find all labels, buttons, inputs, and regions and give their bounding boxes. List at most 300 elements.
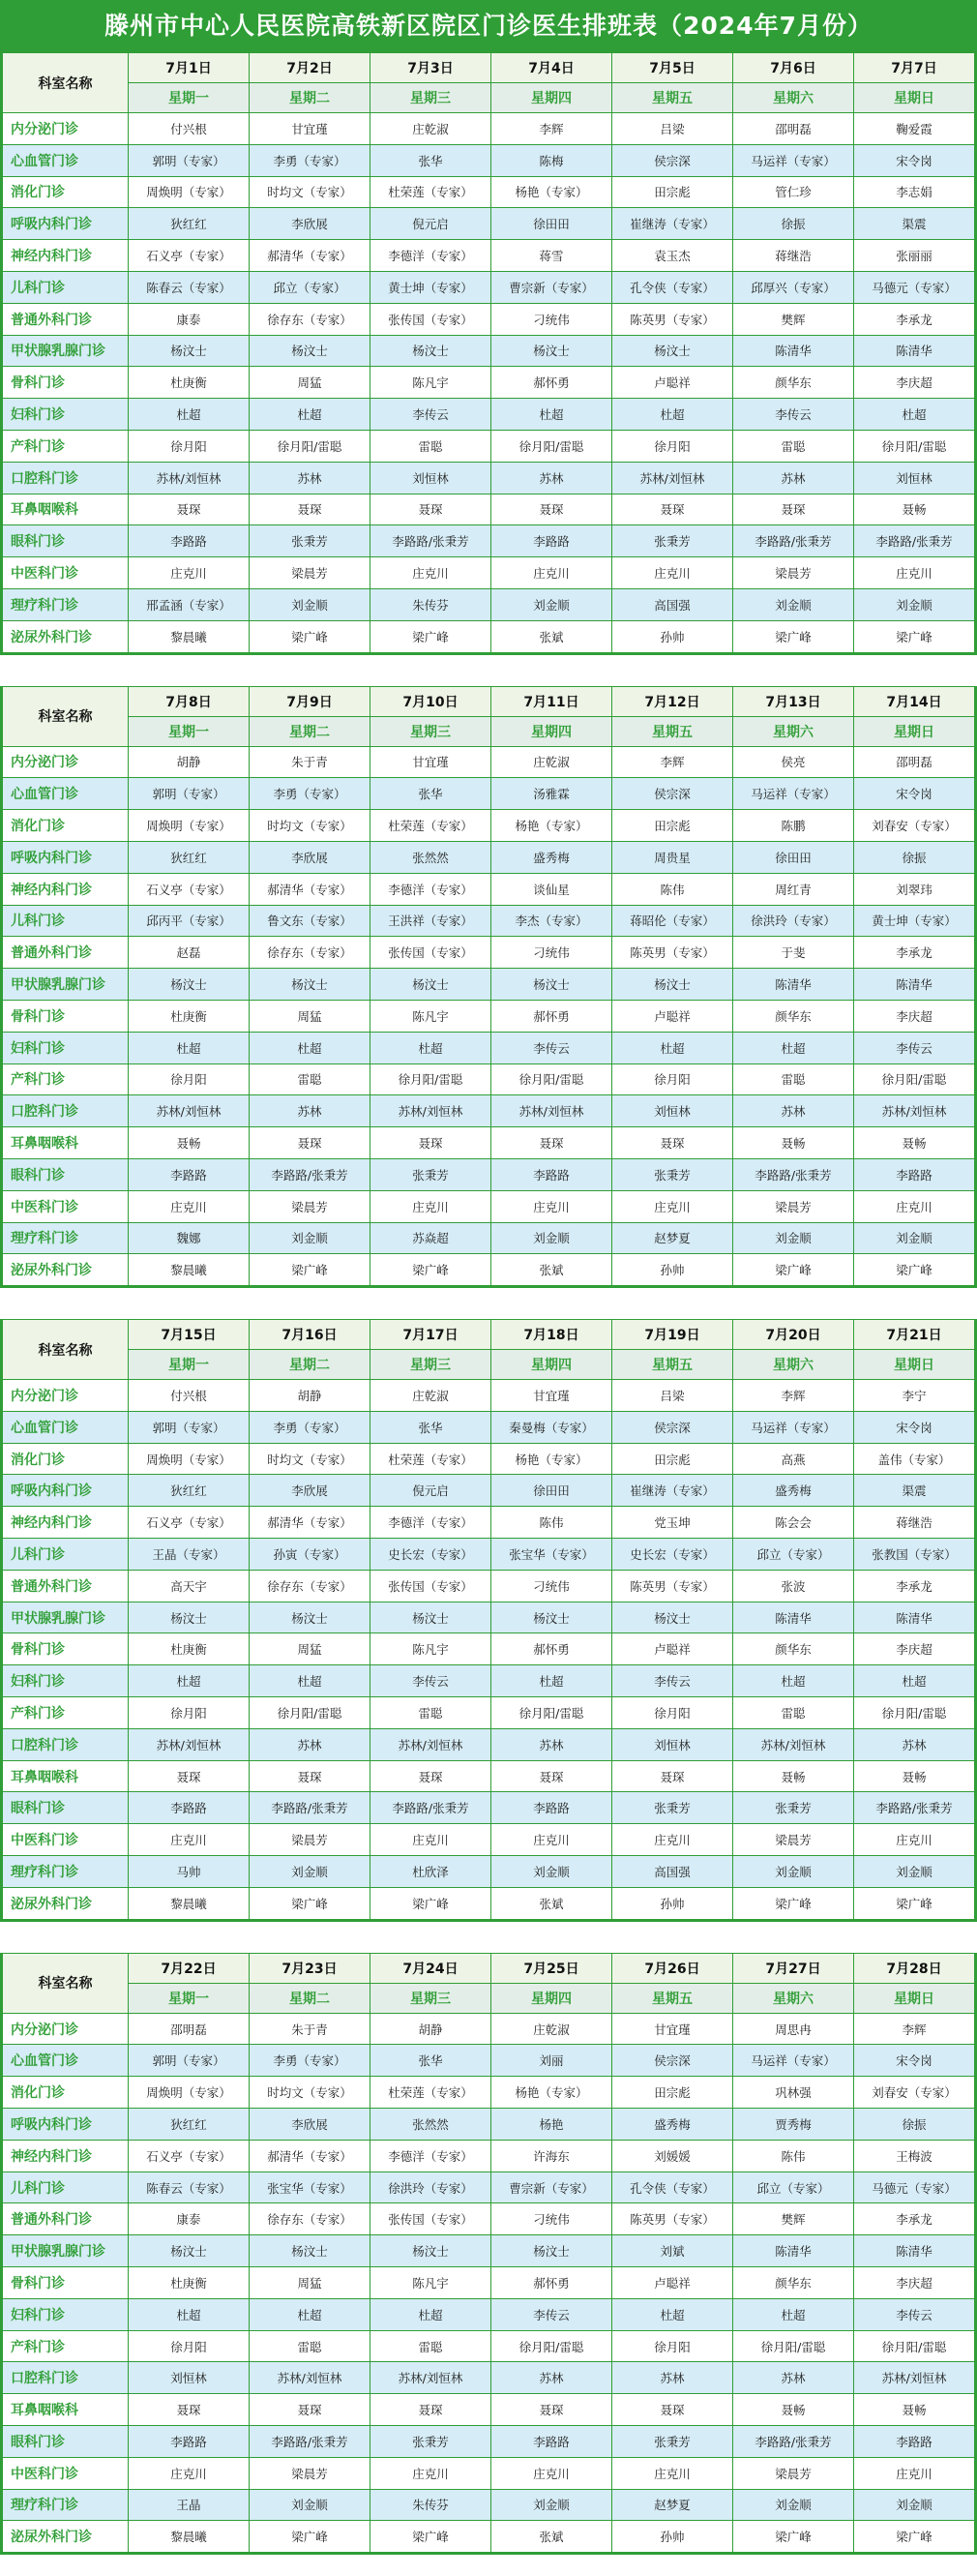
department-name: 神经内科门诊 (3, 2140, 129, 2172)
date-row (3, 686, 975, 716)
doctor-cell: 聂琛 (129, 2394, 250, 2426)
doctor-cell: 刁统伟 (491, 2203, 612, 2235)
doctor-cell: 宋令岗 (854, 1411, 975, 1443)
doctor-cell: 周猛 (250, 367, 370, 399)
doctor-cell: 庄克川 (491, 2457, 612, 2489)
doctor-cell: 贾秀梅 (733, 2109, 854, 2141)
department-name: 骨科门诊 (3, 1000, 129, 1032)
doctor-cell: 盛秀梅 (612, 2109, 733, 2141)
department-row (3, 2235, 975, 2267)
doctor-cell: 郝怀勇 (491, 367, 612, 399)
doctor-cell: 孔令侠（专家） (612, 2172, 733, 2203)
weekday-cell: 星期四 (491, 1350, 612, 1380)
department-row (3, 1602, 975, 1633)
doctor-cell: 张宝华（专家） (491, 1539, 612, 1571)
department-name: 妇科门诊 (3, 399, 129, 431)
department-name: 理疗科门诊 (3, 2489, 129, 2521)
date-cell: 7月2日 (250, 53, 370, 83)
doctor-cell: 张秉芳 (733, 1792, 854, 1824)
department-row (3, 2521, 975, 2553)
doctor-cell: 朱于青 (250, 746, 370, 778)
doctor-cell: 聂畅 (854, 1127, 975, 1159)
department-row (3, 937, 975, 969)
doctor-cell: 庄乾淑 (370, 113, 491, 145)
doctor-cell: 李庆超 (854, 1000, 975, 1032)
department-name: 内分泌门诊 (3, 1380, 129, 1412)
doctor-cell: 梁广峰 (854, 2521, 975, 2553)
doctor-cell: 梁广峰 (733, 1887, 854, 1919)
doctor-cell: 高国强 (612, 588, 733, 620)
date-cell: 7月27日 (733, 1953, 854, 1983)
doctor-cell: 梁晨芳 (733, 2457, 854, 2489)
department-row (3, 1475, 975, 1507)
doctor-cell: 张传国（专家） (370, 1570, 491, 1602)
doctor-cell: 聂琛 (370, 2394, 491, 2426)
doctor-cell: 田宗彪 (612, 176, 733, 208)
doctor-cell: 苏林 (733, 462, 854, 494)
doctor-cell: 聂琛 (370, 1760, 491, 1792)
doctor-cell: 梁广峰 (733, 2521, 854, 2553)
doctor-cell: 黎晨曦 (129, 1254, 250, 1286)
doctor-cell: 狄红红 (129, 2109, 250, 2141)
doctor-cell: 苏林/刘恒林 (491, 1095, 612, 1127)
doctor-cell: 孙帅 (612, 1887, 733, 1919)
doctor-cell: 庄克川 (129, 557, 250, 589)
doctor-cell: 徐存东（专家） (250, 937, 370, 969)
doctor-cell: 李庆超 (854, 367, 975, 399)
doctor-cell: 李传云 (370, 1665, 491, 1697)
date-cell: 7月22日 (129, 1953, 250, 1983)
doctor-cell: 苏林 (612, 2362, 733, 2394)
doctor-cell: 郭明（专家） (129, 1411, 250, 1443)
department-row (3, 1158, 975, 1190)
doctor-cell: 周焕明（专家） (129, 2077, 250, 2109)
weekday-cell: 星期日 (854, 83, 975, 113)
date-cell: 7月9日 (250, 686, 370, 716)
doctor-cell: 时均文（专家） (250, 1443, 370, 1475)
department-name: 儿科门诊 (3, 271, 129, 303)
doctor-cell: 刘金顺 (733, 1856, 854, 1888)
department-name: 产科门诊 (3, 2330, 129, 2362)
weekday-cell: 星期五 (612, 1983, 733, 2013)
doctor-cell: 谈仙星 (491, 873, 612, 905)
doctor-cell: 庄乾淑 (491, 2013, 612, 2045)
doctor-cell: 侯宗深 (612, 144, 733, 176)
department-row (3, 240, 975, 272)
schedule-table (2, 52, 975, 653)
doctor-cell: 聂畅 (733, 2394, 854, 2426)
doctor-cell: 管仁珍 (733, 176, 854, 208)
doctor-cell: 李庆超 (854, 2267, 975, 2299)
department-row (3, 1697, 975, 1729)
doctor-cell: 刘金顺 (854, 1222, 975, 1254)
week-gap (0, 1288, 977, 1319)
doctor-cell: 渠震 (854, 1475, 975, 1507)
department-row (3, 208, 975, 240)
department-row (3, 1856, 975, 1888)
doctor-cell: 聂琛 (612, 1760, 733, 1792)
doctor-cell: 庄乾淑 (370, 1380, 491, 1412)
doctor-cell: 张传国（专家） (370, 303, 491, 335)
doctor-cell: 甘宜瑾 (491, 1380, 612, 1412)
department-name: 泌尿外科门诊 (3, 1887, 129, 1919)
doctor-cell: 周猛 (250, 1000, 370, 1032)
doctor-cell: 李传云 (854, 2298, 975, 2330)
doctor-cell: 聂琛 (250, 1127, 370, 1159)
doctor-cell: 陈英男（专家） (612, 303, 733, 335)
weekday-cell: 星期二 (250, 83, 370, 113)
doctor-cell: 周焕明（专家） (129, 176, 250, 208)
doctor-cell: 刁统伟 (491, 303, 612, 335)
doctor-cell: 陈英男（专家） (612, 937, 733, 969)
doctor-cell: 雷聪 (250, 2330, 370, 2362)
doctor-cell: 孙帅 (612, 620, 733, 652)
department-name: 产科门诊 (3, 1063, 129, 1095)
department-name: 耳鼻咽喉科 (3, 2394, 129, 2426)
doctor-cell: 陈英男（专家） (612, 2203, 733, 2235)
doctor-cell: 邢孟涵（专家） (129, 588, 250, 620)
doctor-cell: 高燕 (733, 1443, 854, 1475)
department-name: 心血管门诊 (3, 778, 129, 810)
doctor-cell: 曹宗新（专家） (491, 2172, 612, 2203)
doctor-cell: 蒋昭伦（专家） (612, 905, 733, 937)
doctor-cell: 李辉 (491, 113, 612, 145)
doctor-cell: 梁广峰 (733, 620, 854, 652)
doctor-cell: 渠震 (854, 208, 975, 240)
doctor-cell: 孙寅（专家） (250, 1539, 370, 1571)
doctor-cell: 庄克川 (854, 1190, 975, 1222)
doctor-cell: 李承龙 (854, 303, 975, 335)
doctor-cell: 李庆超 (854, 1633, 975, 1665)
weekday-cell: 星期日 (854, 716, 975, 746)
doctor-cell: 马运祥（专家） (733, 2045, 854, 2077)
doctor-cell: 杜超 (612, 1032, 733, 1063)
department-name: 消化门诊 (3, 810, 129, 842)
department-name: 呼吸内科门诊 (3, 2109, 129, 2141)
doctor-cell: 杜超 (612, 2298, 733, 2330)
department-name: 儿科门诊 (3, 1539, 129, 1571)
doctor-cell: 张丽丽 (854, 240, 975, 272)
doctor-cell: 刘恒林 (612, 1728, 733, 1760)
doctor-cell: 黄士坤（专家） (854, 905, 975, 937)
doctor-cell: 雷聪 (370, 1697, 491, 1729)
doctor-cell: 庄克川 (491, 1190, 612, 1222)
doctor-cell: 胡静 (250, 1380, 370, 1412)
doctor-cell: 颜华东 (733, 2267, 854, 2299)
doctor-cell: 李传云 (612, 1665, 733, 1697)
doctor-cell: 梁晨芳 (250, 2457, 370, 2489)
doctor-cell: 王洪祥（专家） (370, 905, 491, 937)
weekday-cell: 星期六 (733, 83, 854, 113)
doctor-cell: 陈清华 (854, 969, 975, 1001)
doctor-cell: 苏林/刘恒林 (854, 2362, 975, 2394)
doctor-cell: 郭明（专家） (129, 144, 250, 176)
date-cell: 7月10日 (370, 686, 491, 716)
doctor-cell: 杜超 (491, 399, 612, 431)
doctor-cell: 庄克川 (370, 557, 491, 589)
doctor-cell: 樊辉 (733, 2203, 854, 2235)
date-cell: 7月24日 (370, 1953, 491, 1983)
page-title: 滕州市中心人民医院高铁新区院区门诊医生排班表（2024年7月份） (0, 0, 977, 52)
doctor-cell: 宋令岗 (854, 2045, 975, 2077)
doctor-cell: 刘金顺 (491, 1856, 612, 1888)
doctor-cell: 雷聪 (733, 1063, 854, 1095)
doctor-cell: 聂畅 (129, 1127, 250, 1159)
doctor-cell: 颜华东 (733, 367, 854, 399)
department-name: 眼科门诊 (3, 1158, 129, 1190)
doctor-cell: 杨汶士 (250, 2235, 370, 2267)
doctor-cell: 刘恒林 (129, 2362, 250, 2394)
doctor-cell: 邵明磊 (129, 2013, 250, 2045)
doctor-cell: 张然然 (370, 841, 491, 873)
doctor-cell: 陈清华 (854, 2235, 975, 2267)
doctor-cell: 侯宗深 (612, 778, 733, 810)
doctor-cell: 高天宇 (129, 1570, 250, 1602)
doctor-cell: 徐存东（专家） (250, 2203, 370, 2235)
department-row (3, 2045, 975, 2077)
date-cell: 7月7日 (854, 53, 975, 83)
doctor-cell: 杜超 (854, 1665, 975, 1697)
department-name: 骨科门诊 (3, 2267, 129, 2299)
doctor-cell: 黎晨曦 (129, 1887, 250, 1919)
department-name: 理疗科门诊 (3, 1222, 129, 1254)
corner-label: 科室名称 (3, 686, 129, 746)
doctor-cell: 刘金顺 (250, 1222, 370, 1254)
doctor-cell: 李路路/张秉芳 (854, 525, 975, 557)
doctor-cell: 李路路 (129, 1158, 250, 1190)
department-name: 呼吸内科门诊 (3, 1475, 129, 1507)
doctor-cell: 郝清华（专家） (250, 240, 370, 272)
doctor-cell: 杜超 (612, 399, 733, 431)
doctor-cell: 李德洋（专家） (370, 2140, 491, 2172)
department-row (3, 2140, 975, 2172)
doctor-cell: 魏娜 (129, 1222, 250, 1254)
doctor-cell: 吕梁 (612, 113, 733, 145)
department-row (3, 1792, 975, 1824)
doctor-cell: 刘恒林 (370, 462, 491, 494)
department-name: 泌尿外科门诊 (3, 2521, 129, 2553)
department-row (3, 2489, 975, 2521)
doctor-cell: 杨汶士 (250, 969, 370, 1001)
department-row (3, 746, 975, 778)
department-row (3, 2077, 975, 2109)
doctor-cell: 陈清华 (733, 1602, 854, 1633)
weekday-cell: 星期四 (491, 83, 612, 113)
schedule-container (0, 52, 977, 2555)
doctor-cell: 康泰 (129, 2203, 250, 2235)
doctor-cell: 陈梅 (491, 144, 612, 176)
doctor-cell: 刘金顺 (250, 2489, 370, 2521)
doctor-cell: 苏林/刘恒林 (370, 1728, 491, 1760)
doctor-cell: 陈伟 (612, 873, 733, 905)
doctor-cell: 刘恒林 (612, 1095, 733, 1127)
corner-label: 科室名称 (3, 1320, 129, 1380)
weekday-cell: 星期六 (733, 716, 854, 746)
weekday-cell: 星期五 (612, 83, 733, 113)
doctor-cell: 聂畅 (854, 2394, 975, 2426)
department-row (3, 271, 975, 303)
doctor-cell: 徐月阳 (129, 430, 250, 462)
department-row (3, 430, 975, 462)
date-cell: 7月1日 (129, 53, 250, 83)
weekday-cell: 星期一 (129, 716, 250, 746)
doctor-cell: 庄克川 (491, 557, 612, 589)
date-cell: 7月18日 (491, 1320, 612, 1350)
doctor-cell: 张斌 (491, 1887, 612, 1919)
doctor-cell: 李承龙 (854, 2203, 975, 2235)
date-cell: 7月23日 (250, 1953, 370, 1983)
doctor-cell: 徐振 (854, 841, 975, 873)
doctor-cell: 李欣展 (250, 841, 370, 873)
doctor-cell: 陈春云（专家） (129, 2172, 250, 2203)
doctor-cell: 党玉坤 (612, 1507, 733, 1539)
doctor-cell: 宋令岗 (854, 778, 975, 810)
doctor-cell: 朱传芬 (370, 2489, 491, 2521)
department-row (3, 2394, 975, 2426)
doctor-cell: 聂琛 (491, 1127, 612, 1159)
date-row (3, 1953, 975, 1983)
doctor-cell: 苏林/刘恒林 (733, 1728, 854, 1760)
doctor-cell: 梁广峰 (250, 1887, 370, 1919)
doctor-cell: 卢聪祥 (612, 1000, 733, 1032)
doctor-cell: 徐月阳/雷聪 (491, 1063, 612, 1095)
doctor-cell: 时均文（专家） (250, 2077, 370, 2109)
doctor-cell: 苏林 (491, 2362, 612, 2394)
doctor-cell: 陈清华 (854, 1602, 975, 1633)
doctor-cell: 蒋继浩 (854, 1507, 975, 1539)
department-name: 口腔科门诊 (3, 2362, 129, 2394)
department-name: 耳鼻咽喉科 (3, 1760, 129, 1792)
doctor-cell: 邱立（专家） (250, 271, 370, 303)
doctor-cell: 杨汶士 (370, 1602, 491, 1633)
doctor-cell: 张宝华（专家） (250, 2172, 370, 2203)
doctor-cell: 王梅波 (854, 2140, 975, 2172)
doctor-cell: 庄克川 (612, 557, 733, 589)
doctor-cell: 李传云 (733, 399, 854, 431)
doctor-cell: 杜庚衡 (129, 1633, 250, 1665)
doctor-cell: 石义亭（专家） (129, 1507, 250, 1539)
department-name: 普通外科门诊 (3, 2203, 129, 2235)
doctor-cell: 刘金顺 (733, 2489, 854, 2521)
department-row (3, 1254, 975, 1286)
doctor-cell: 田宗彪 (612, 1443, 733, 1475)
doctor-cell: 庄克川 (612, 1190, 733, 1222)
doctor-cell: 徐月阳/雷聪 (854, 1697, 975, 1729)
doctor-cell: 李路路 (491, 525, 612, 557)
doctor-cell: 苏林/刘恒林 (129, 1095, 250, 1127)
doctor-cell: 李路路 (491, 1158, 612, 1190)
doctor-cell: 聂琛 (129, 1760, 250, 1792)
corner-label: 科室名称 (3, 1953, 129, 2013)
date-cell: 7月12日 (612, 686, 733, 716)
doctor-cell: 赵磊 (129, 937, 250, 969)
doctor-cell: 周猛 (250, 1633, 370, 1665)
doctor-cell: 盖伟（专家） (854, 1443, 975, 1475)
doctor-cell: 徐月阳 (612, 430, 733, 462)
department-row (3, 1411, 975, 1443)
doctor-cell: 刘金顺 (491, 588, 612, 620)
doctor-cell: 郝怀勇 (491, 1633, 612, 1665)
weekday-cell: 星期一 (129, 1983, 250, 2013)
doctor-cell: 李承龙 (854, 937, 975, 969)
doctor-cell: 黎晨曦 (129, 2521, 250, 2553)
doctor-cell: 许海东 (491, 2140, 612, 2172)
department-row (3, 1633, 975, 1665)
weekday-row (3, 716, 975, 746)
doctor-cell: 郭明（专家） (129, 778, 250, 810)
department-row (3, 1760, 975, 1792)
doctor-cell: 杜超 (733, 1032, 854, 1063)
doctor-cell: 郭明（专家） (129, 2045, 250, 2077)
doctor-cell: 周贵星 (612, 841, 733, 873)
department-name: 骨科门诊 (3, 1633, 129, 1665)
doctor-cell: 徐月阳/雷聪 (854, 2330, 975, 2362)
doctor-cell: 杨汶士 (491, 335, 612, 367)
doctor-cell: 徐月阳/雷聪 (854, 430, 975, 462)
doctor-cell: 梁晨芳 (733, 557, 854, 589)
department-name: 普通外科门诊 (3, 1570, 129, 1602)
doctor-cell: 庄克川 (129, 1190, 250, 1222)
date-cell: 7月17日 (370, 1320, 491, 1350)
doctor-cell: 张斌 (491, 2521, 612, 2553)
department-row (3, 1824, 975, 1856)
department-row (3, 1032, 975, 1063)
doctor-cell: 郝清华（专家） (250, 873, 370, 905)
doctor-cell: 杨汶士 (612, 1602, 733, 1633)
doctor-cell: 马帅 (129, 1856, 250, 1888)
doctor-cell: 徐月阳/雷聪 (250, 1697, 370, 1729)
doctor-cell: 刘春安（专家） (854, 810, 975, 842)
doctor-cell: 杨艳（专家） (491, 2077, 612, 2109)
doctor-cell: 庄乾淑 (491, 746, 612, 778)
doctor-cell: 杜欣泽 (370, 1856, 491, 1888)
doctor-cell: 邱立（专家） (733, 1539, 854, 1571)
doctor-cell: 李杰（专家） (491, 905, 612, 937)
doctor-cell: 史长宏（专家） (612, 1539, 733, 1571)
doctor-cell: 庄克川 (854, 2457, 975, 2489)
doctor-cell: 庄克川 (854, 1824, 975, 1856)
doctor-cell: 聂琛 (129, 494, 250, 525)
doctor-cell: 雷聪 (733, 430, 854, 462)
doctor-cell: 巩林强 (733, 2077, 854, 2109)
doctor-cell: 狄红红 (129, 841, 250, 873)
doctor-cell: 刘金顺 (733, 1222, 854, 1254)
doctor-cell: 聂琛 (612, 2394, 733, 2426)
department-name: 产科门诊 (3, 430, 129, 462)
doctor-cell: 徐洪玲（专家） (733, 905, 854, 937)
weekday-cell: 星期二 (250, 1350, 370, 1380)
department-row (3, 462, 975, 494)
doctor-cell: 李路路 (129, 2426, 250, 2458)
doctor-cell: 梁广峰 (370, 1887, 491, 1919)
doctor-cell: 陈春云（专家） (129, 271, 250, 303)
doctor-cell: 李勇（专家） (250, 144, 370, 176)
department-row (3, 525, 975, 557)
doctor-cell: 杨艳（专家） (491, 810, 612, 842)
department-name: 骨科门诊 (3, 367, 129, 399)
department-name: 妇科门诊 (3, 1032, 129, 1063)
date-cell: 7月8日 (129, 686, 250, 716)
department-row (3, 810, 975, 842)
doctor-cell: 李路路/张秉芳 (370, 525, 491, 557)
doctor-cell: 吕梁 (612, 1380, 733, 1412)
doctor-cell: 梁广峰 (250, 620, 370, 652)
doctor-cell: 苏林 (854, 1728, 975, 1760)
doctor-cell: 马运祥（专家） (733, 1411, 854, 1443)
department-row (3, 2457, 975, 2489)
doctor-cell: 聂畅 (733, 1760, 854, 1792)
doctor-cell: 张秉芳 (612, 1158, 733, 1190)
